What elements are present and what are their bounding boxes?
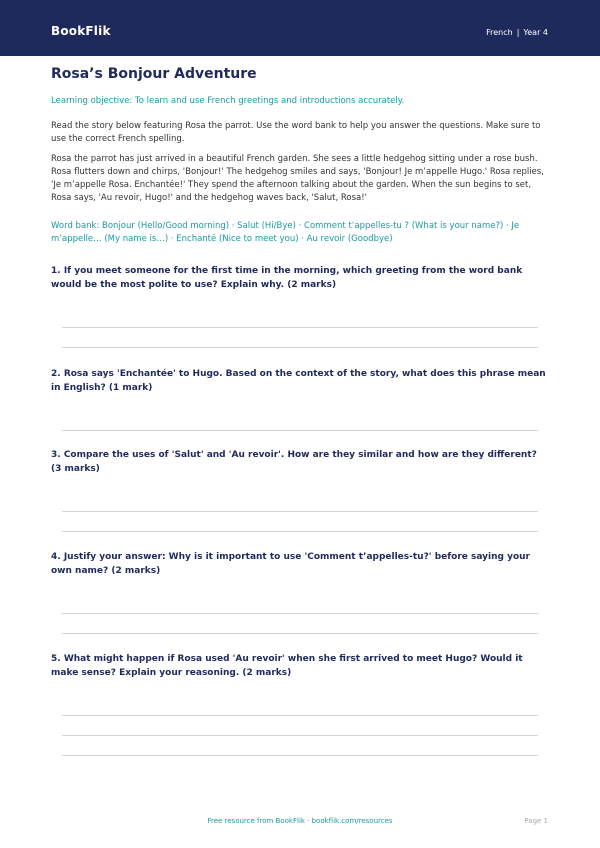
answer-line-5c[interactable] [62,755,538,756]
question-2: 2. Rosa says 'Enchantée' to Hugo. Based on the context of the story, what does this phrase mean in English? (1 mark) [51,369,546,393]
question-5: 5. What might happen if Rosa used 'Au revoir' when she first arrived to meet Hugo? Would it make sense? Explain your reasoning. (2 marks) [51,654,523,678]
answer-line-5a[interactable] [62,715,538,716]
answer-line-4a[interactable] [62,613,538,614]
answer-line-4b[interactable] [62,633,538,634]
header-bar [0,0,600,56]
page-title: Rosa’s Bonjour Adventure [51,66,257,82]
question-1: 1. If you meet someone for the first time in the morning, which greeting from the word bank would be the most polite to use? Explain why. (2 marks) [51,266,523,290]
answer-line-2a[interactable] [62,430,538,431]
story-text: Rosa the parrot has just arrived in a beautiful French garden. She sees a little hedgehog sitting under a rose bush. Rosa flutters down and chirps, 'Bonjour!' The hedgehog smiles and says, 'Bonjour! Je m’appelle Hugo.' Rosa replies, 'Je m’appelle Rosa. Enchantée!' They spend the afternoon talking about the garden. When the sun begins to set, Rosa says, 'Au revoir, Hugo!' and the hedgehog waves back, 'Salut, Rosa!' [51,154,544,203]
answer-line-3a[interactable] [62,511,538,512]
meta-separator: | [516,28,520,37]
answer-line-1b[interactable] [62,347,538,348]
answer-line-1a[interactable] [62,327,538,328]
subject-label: French [486,28,513,37]
year-label: Year 4 [523,28,548,37]
learning-objective: Learning objective: To learn and use French greetings and introductions accurately. [51,96,405,106]
header-meta [486,28,548,37]
brand-logo: BookFlik [51,24,111,38]
question-4: 4. Justify your answer: Why is it important to use 'Comment t’appelles-tu?' before saying your own name? (2 marks) [51,552,530,576]
answer-line-3b[interactable] [62,531,538,532]
page-number: Page 1 [524,817,548,825]
instructions-text: Read the story below featuring Rosa the parrot. Use the word bank to help you answer the questions. Make sure to use the correct French spelling. [51,121,541,144]
word-bank: Word bank: Bonjour (Hello/Good morning) · Salut (Hi/Bye) · Comment t’appelles-tu ? (What is your name?) · Je m’appelle… (My name is…) · Enchanté (Nice to meet you) · Au revoir (Goodbye) [51,221,520,244]
question-3: 3. Compare the uses of 'Salut' and 'Au revoir'. How are they similar and how are they different? (3 marks) [51,450,537,474]
footer-text: Free resource from BookFlik · bookflik.com/resources [207,817,393,825]
answer-line-5b[interactable] [62,735,538,736]
